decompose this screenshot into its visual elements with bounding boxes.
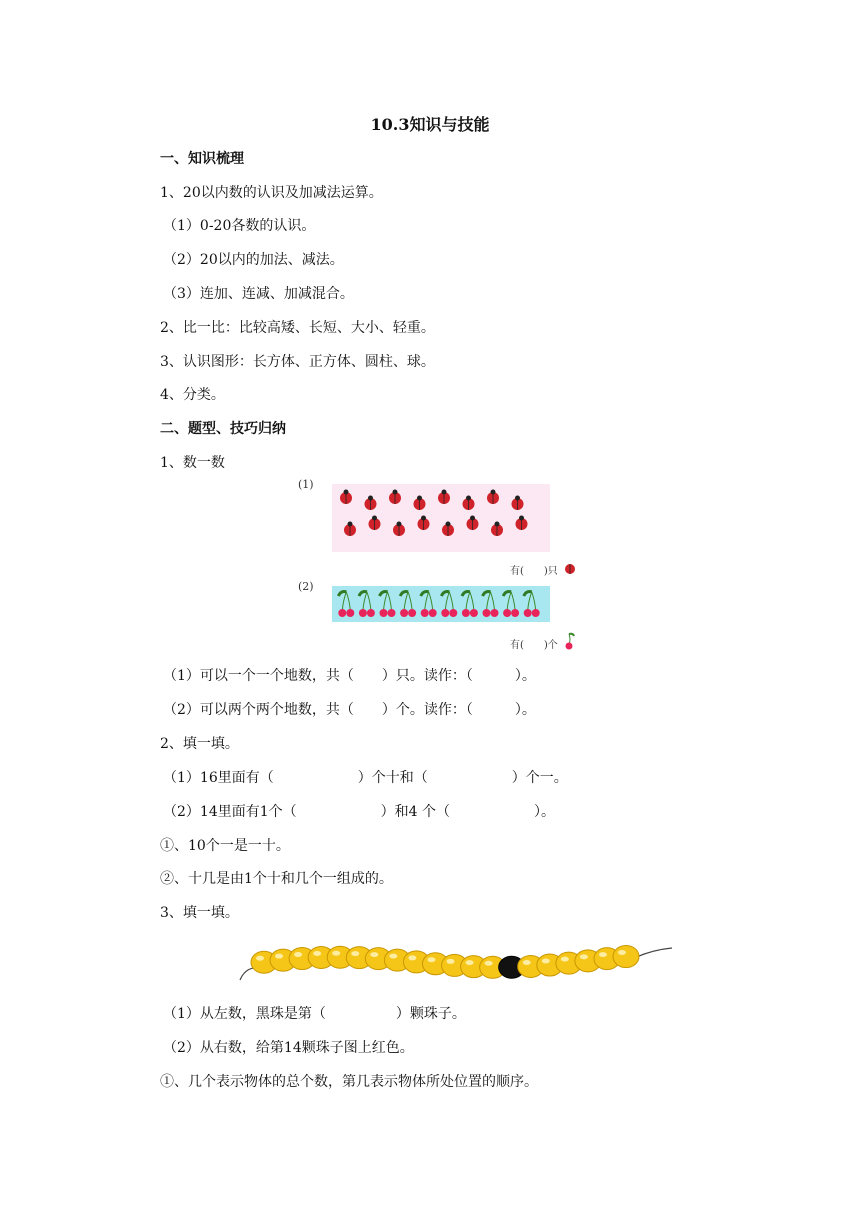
knowledge-item: （1）0-20各数的认识。 [163, 218, 316, 234]
bead-highlight [351, 951, 359, 956]
ladybug-icon [365, 496, 377, 511]
bead-highlight [542, 959, 550, 964]
ladybug-icon [564, 563, 576, 575]
question-2-title: 2、填一填。 [160, 736, 239, 752]
knowledge-item: （2）20以内的加法、减法。 [163, 252, 344, 268]
figure-label-2: (2) [298, 580, 314, 593]
counting-figure [296, 476, 596, 656]
ladybug-icon [516, 516, 528, 531]
bead-highlight [447, 959, 455, 964]
question-3-note: ①、几个表示物体的总个数，第几表示物体所处位置的顺序。 [160, 1074, 538, 1090]
ladybug-icon [463, 496, 475, 511]
question-3-line: （2）从右数，给第14颗珠子图上红色。 [163, 1040, 414, 1056]
bead-highlight [561, 957, 569, 962]
question-3-title: 3、填一填。 [160, 905, 239, 921]
bead-highlight [389, 954, 397, 959]
question-3-line: （1）从左数，黑珠是第（ ）颗珠子。 [163, 1006, 466, 1022]
ladybug-icon [414, 496, 426, 511]
cherry-icon [503, 592, 519, 618]
cherry-icon [524, 592, 540, 618]
section-heading-skills: 二、题型、技巧归纳 [160, 421, 286, 437]
question-2-line: （1）16里面有（ ）个十和（ ）个一。 [163, 770, 568, 786]
bead-highlight [313, 951, 321, 956]
bead-highlight [427, 957, 435, 962]
knowledge-item: 4、分类。 [160, 387, 225, 403]
cherry-icon [400, 592, 416, 618]
ladybug-icon [389, 490, 401, 505]
bead-highlight [408, 955, 416, 960]
cherry-caption: 有( )个 [510, 640, 558, 651]
ladybug-icon [487, 490, 499, 505]
ladybug-icon [393, 522, 405, 537]
bead-highlight [294, 952, 302, 957]
question-1-line: （1）可以一个一个地数，共（ ）只。读作：（ ）。 [163, 668, 536, 684]
bead-highlight [466, 960, 474, 965]
bead-highlight [256, 956, 264, 961]
question-2-line: （2）14里面有1个（ ）和4 个（ ）。 [163, 804, 555, 820]
page-title: 10.3知识与技能 [370, 115, 490, 134]
cherry-icon [421, 592, 437, 618]
ladybug-icon [344, 522, 356, 537]
bead-highlight [599, 952, 607, 957]
ladybug-icon [340, 490, 352, 505]
bead-highlight [580, 954, 588, 959]
cherry-icon [462, 592, 478, 618]
ladybug-group [332, 484, 550, 552]
knowledge-item: 2、比一比：比较高矮、长短、大小、轻重。 [160, 320, 435, 336]
bead-highlight [370, 952, 378, 957]
bead [613, 946, 639, 968]
beads-figure [220, 930, 680, 990]
bead-highlight [523, 960, 531, 965]
bead-highlight [332, 951, 340, 956]
ladybug-caption: 有( )只 [510, 566, 558, 577]
bead-highlight [485, 961, 493, 966]
ladybug-icon [369, 516, 381, 531]
figure-label-1: (1) [298, 478, 314, 491]
ladybug-icon [512, 496, 524, 511]
knowledge-item: 3、认识图形：长方体、正方体、圆柱、球。 [160, 354, 435, 370]
knowledge-item: 1、20以内数的认识及加减法运算。 [160, 185, 383, 201]
cherry-group [332, 586, 550, 622]
section-heading-knowledge: 一、知识梳理 [160, 151, 244, 167]
ladybug-icon [438, 490, 450, 505]
question-2-note: ①、10个一是一十。 [160, 838, 290, 854]
cherry-icon [483, 592, 499, 618]
knowledge-item: （3）连加、连减、加减混合。 [163, 286, 354, 302]
ladybug-icon [418, 516, 430, 531]
question-1-title: 1、数一数 [160, 455, 225, 471]
bead-highlight [618, 950, 626, 955]
cherry-icon [562, 632, 576, 650]
question-2-note: ②、十几是由1个十和几个一组成的。 [160, 871, 393, 887]
cherry-icon [359, 592, 375, 618]
ladybug-icon [442, 522, 454, 537]
ladybug-icon [491, 522, 503, 537]
ladybug-icon [467, 516, 479, 531]
bead-highlight [275, 954, 283, 959]
cherry-icon [441, 592, 457, 618]
cherry-icon [380, 592, 396, 618]
question-1-line: （2）可以两个两个地数，共（ ）个。读作：（ ）。 [163, 702, 536, 718]
cherry-icon [338, 592, 354, 618]
